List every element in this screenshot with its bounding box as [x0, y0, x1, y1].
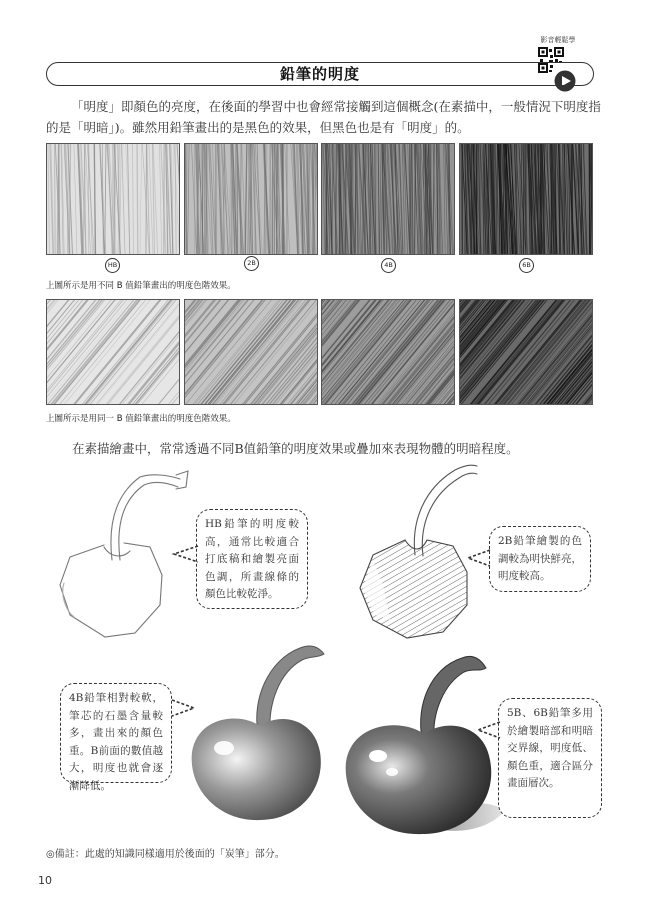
body-paragraph: 在素描繪畫中，常常透過不同B值鉛筆的明度效果或疊加來表現物體的明暗程度。 — [72, 441, 519, 456]
bubble-pointer — [172, 544, 200, 564]
page-number: 10 — [38, 874, 52, 887]
footnote: ◎備註：此處的知識同樣適用於後面的「炭筆」部分。 — [46, 849, 285, 860]
pencil-grade-badge: 2B — [244, 256, 259, 271]
cherry-sketch-6b — [340, 650, 515, 850]
bubble-pointer — [466, 548, 492, 568]
swatch-level-4 — [459, 299, 593, 405]
page-title: 鉛筆的明度 — [279, 65, 360, 83]
bubble-hb: HB鉛筆的明度較高，通常比較適合打底稿和繪製亮面色調，所畫線條的顏色比較乾淨。 — [196, 509, 308, 609]
bubble-2b: 2B鉛筆繪製的色調較為明快鮮亮，明度較高。 — [489, 526, 591, 592]
pencil-grade-badge: HB — [105, 258, 120, 273]
swatch-level-2 — [184, 299, 318, 405]
qr-label: 影音輕鬆學 — [540, 36, 576, 44]
intro-paragraph: 「明度」即顏色的亮度，在後面的學習中也會經常接觸到這個概念(在素描中，一般情況下明度指的是「明暗」)。雖然用鉛筆畫出的是黑色的效果，但黑色也是有「明度」的。 — [46, 99, 601, 135]
swatch-hb — [46, 143, 180, 255]
swatch-6b — [459, 143, 593, 255]
bubble-6b: 5B、6B鉛筆多用於繪製暗部和明暗交界線，明度低、顏色重，適合區分畫面層次。 — [498, 698, 602, 818]
caption-row1: 上圖所示是用不同 B 值鉛筆畫出的明度色階效果。 — [46, 281, 236, 291]
swatch-4b — [321, 143, 455, 255]
swatch-2b — [184, 143, 318, 255]
swatch-level-1 — [46, 299, 180, 405]
cherry-sketch-4b — [180, 640, 340, 830]
pencil-grade-badge: 6B — [519, 258, 534, 273]
pencil-grade-badge: 4B — [381, 258, 396, 273]
bubble-pointer — [476, 720, 502, 740]
bubble-4b: 4B鉛筆相對較軟，筆芯的石墨含量較多，畫出來的顏色重。B前面的數值越大，明度也就會逐漸降低。 — [60, 683, 172, 783]
caption-row2: 上圖所示是用同一 B 值鉛筆畫出的明度色階效果。 — [46, 414, 236, 424]
swatch-level-3 — [321, 299, 455, 405]
